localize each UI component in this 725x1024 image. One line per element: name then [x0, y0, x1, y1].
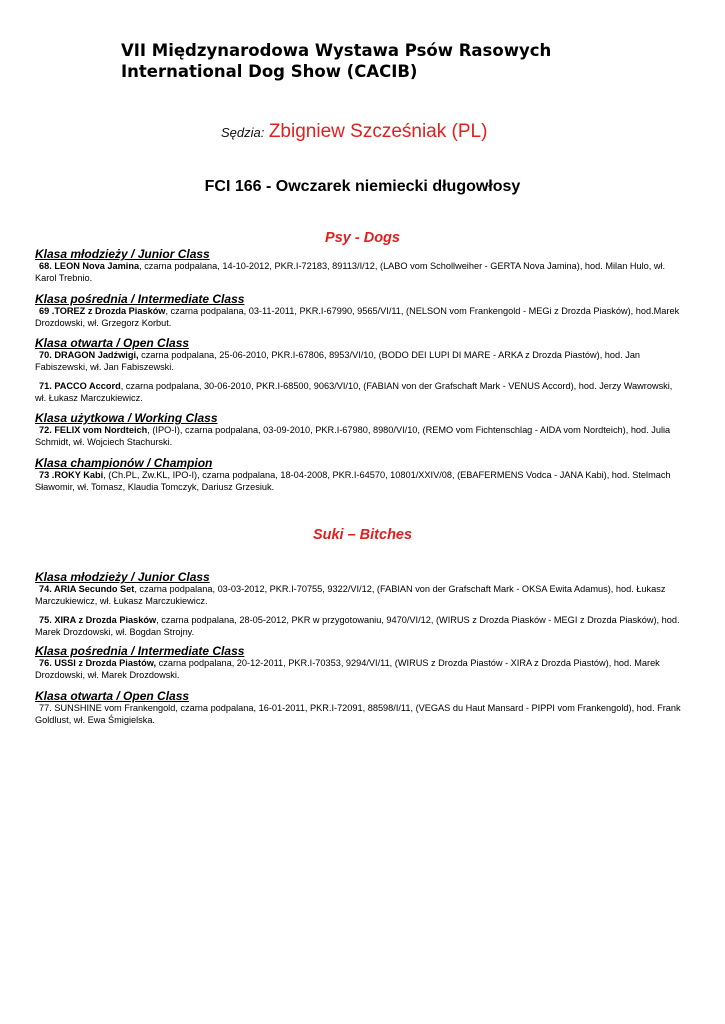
entry-77 — [35, 703, 685, 726]
entry-75-details: , czarna podpalana, 28-05-2012, PKR w przygotowaniu, 9470/VI/12, (WIRUS z Drozda Piasków - MEGI z Drozda Piasków), hod. Marek Drozdowski, wł. Bogdan Strojny. — [35, 615, 680, 637]
entry-69-details: , czarna podpalana, 03-11-2011, PKR.I-67990, 9565/VI/11, (NELSON vom Frankengold - MEGi z Drozda Piasków), hod.Marek Drozdowski, wł. Grzegorz Korbut. — [35, 306, 680, 328]
entry-75 — [35, 615, 685, 638]
class-heading-intermediate-bitches: Klasa pośrednia / Intermediate Class — [35, 644, 245, 658]
breed-heading: FCI 166 - Owczarek niemiecki długowłosy — [204, 178, 521, 195]
judge-name: Zbigniew Szcześniak (PL) — [268, 121, 488, 142]
entry-69 — [35, 306, 685, 329]
entry-69-name: 69 .TOREZ z Drozda Piasków — [39, 306, 166, 316]
entry-75-name: 75. XIRA z Drozda Piasków — [39, 615, 157, 625]
entry-70-name: 70. DRAGON Jadźwigi, — [39, 350, 139, 360]
class-heading-open-bitches: Klasa otwarta / Open Class — [35, 689, 190, 703]
entry-68-details: , czarna podpalana, 14-10-2012, PKR.I-72183, 89113/I/12, (LABO vom Schollweiher - GERTA Nova Jamina), hod. Milan Hulo, wł. Karol Trebnio. — [35, 261, 666, 283]
entry-73-details: , (Ch.PL, Zw.KL, IPO-I), czarna podpalana, 18-04-2008, PKR.I-64570, 10801/XXIV/08, (EBAFERMENS Vodca - JANA Kabi), hod. Stelmach Sławomir, wł. Tomasz, Klaudia Tomczyk, Dariusz Grzesiuk. — [35, 470, 671, 492]
class-heading-junior-bitches: Klasa młodzieży / Junior Class — [35, 570, 210, 584]
entry-71-details: , czarna podpalana, 30-06-2010, PKR.I-68500, 9063/VI/10, (FABIAN von der Grafschaft Mark - VENUS Accord), hod. Jerzy Wawrowski, wł. Łukasz Marczukiewicz. — [35, 381, 673, 403]
entry-70-details: czarna podpalana, 25-06-2010, PKR.I-67806, 8953/VI/10, (BODO DEI LUPI DI MARE - ARKA z Drozda Piastów), hod. Jan Fabiszewski, wł. Jan Fabiszewski. — [35, 350, 641, 372]
entry-68 — [35, 261, 685, 284]
entry-74-name: 74. ARIA Secundo Set — [39, 584, 135, 594]
bitches-heading: Suki – Bitches — [312, 527, 413, 543]
entry-71 — [35, 381, 685, 404]
dogs-heading: Psy - Dogs — [325, 230, 400, 246]
class-heading-junior: Klasa młodzieży / Junior Class — [35, 247, 210, 261]
entry-72-details: , (IPO-I), czarna podpalana, 03-09-2010, PKR.I-67980, 8980/VI/10, (REMO vom Fichtenschlag - AIDA vom Nordteich), hod. Julia Schmidt, wł. Wojciech Stachurski. — [35, 425, 671, 447]
entry-68-name: 68. LEON Nova Jamina — [39, 261, 140, 271]
entry-74 — [35, 584, 685, 607]
entry-76-details: czarna podpalana, 20-12-2011, PKR.I-70353, 9294/VI/11, (WIRUS z Drozda Piastów - XIRA z Drozda Piastów), hod. Marek Drozdowski, wł. Marek Drozdowski. — [35, 658, 660, 680]
judge-line — [221, 121, 487, 143]
entry-70 — [35, 350, 685, 373]
title-line-2: International Dog Show (CACIB) — [121, 62, 418, 81]
entry-74-details: , czarna podpalana, 03-03-2012, PKR.I-70755, 9322/VI/12, (FABIAN von der Grafschaft Mark - OKSA Ewita Adamus), hod. Łukasz Marczukiewicz, wł. Łukasz Marczukiewicz. — [35, 584, 666, 606]
entry-72 — [35, 425, 685, 448]
entry-76-name: 76. USSI z Drozda Piastów, — [39, 658, 157, 668]
class-heading-intermediate: Klasa pośrednia / Intermediate Class — [35, 292, 245, 306]
title-line-1: VII Międzynarodowa Wystawa Psów Rasowych — [121, 41, 552, 60]
judge-prefix: Sędzia: — [221, 125, 265, 140]
entry-71-name: 71. PACCO Accord — [39, 381, 121, 391]
entry-73 — [35, 470, 685, 493]
entry-77-details: 77. SUNSHINE vom Frankengold, czarna podpalana, 16-01-2011, PKR.I-72091, 88598/I/11, (VEGAS du Haut Mansard - PIPPI vom Frankengold), hod. Frank Goldlust, wł. Ewa Śmigielska. — [35, 703, 681, 725]
class-heading-open: Klasa otwarta / Open Class — [35, 336, 190, 350]
class-heading-working: Klasa użytkowa / Working Class — [35, 411, 218, 425]
entry-72-name: 72. FELIX vom Nordteich — [39, 425, 148, 435]
entry-76 — [35, 658, 685, 681]
document-title — [121, 40, 551, 82]
entry-73-name: 73 .ROKY Kabi — [39, 470, 104, 480]
class-heading-champion: Klasa championów / Champion — [35, 456, 213, 470]
